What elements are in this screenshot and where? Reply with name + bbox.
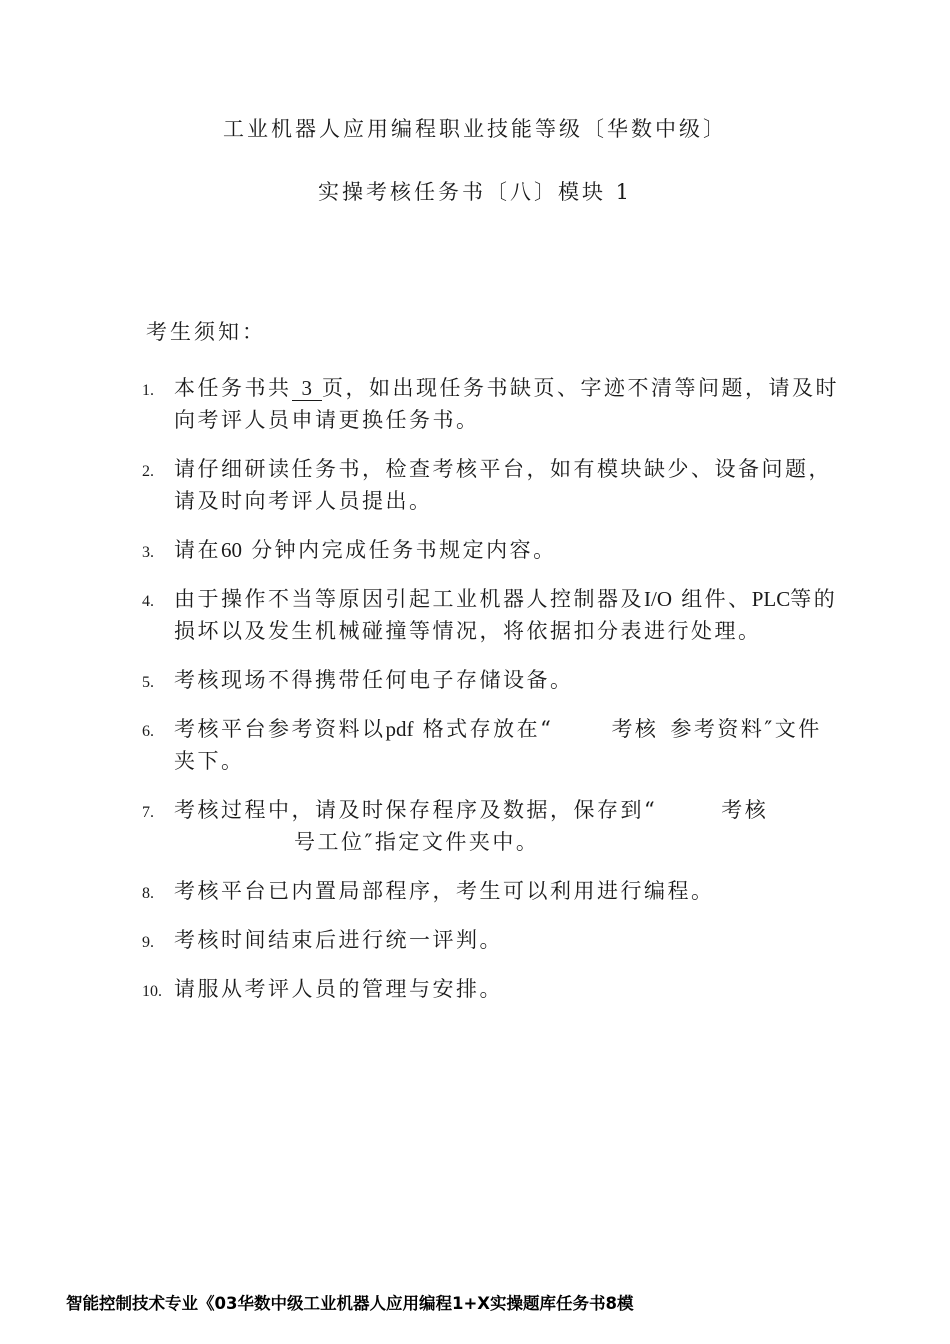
item-number: 3. xyxy=(142,544,154,561)
notice-item-4 xyxy=(142,583,842,647)
notice-item-3 xyxy=(142,534,842,566)
notice-item-6 xyxy=(142,713,842,777)
item-text-part: 考核 xyxy=(721,798,769,822)
item-number: 5. xyxy=(142,674,154,691)
item-text: 考核时间结束后进行统一评判。 xyxy=(174,928,503,952)
item-text-part: 由于操作不当等原因引起工业机器人控制器及 xyxy=(174,587,644,611)
notice-item-5 xyxy=(142,664,842,696)
item-text: 考核现场不得携带任何电子存储设备。 xyxy=(174,668,574,692)
item-text-part: 组件、 xyxy=(681,587,752,611)
item-text-part: 号工位″指定文件夹中。 xyxy=(294,830,540,854)
item-text-part: 分钟内完成任务书规定内容。 xyxy=(251,538,557,562)
item-text xyxy=(174,713,842,777)
item-number: 8. xyxy=(142,885,154,902)
item-text-part: 页，如出现任务书缺页、字迹不清等问题，请及时向考评人员申请更换任务书。 xyxy=(174,376,839,432)
notice-item-10 xyxy=(142,973,842,1005)
item-text-part: 考核过程中，请及时保存程序及数据，保存到“ xyxy=(174,798,658,822)
notice-list xyxy=(142,372,842,1022)
plc-term: PLC xyxy=(751,587,791,611)
item-number: 4. xyxy=(142,593,154,610)
item-text-part: 请在 xyxy=(174,538,221,562)
item-text xyxy=(174,583,842,647)
page-count-value: 3 xyxy=(292,376,323,401)
item-text xyxy=(174,534,842,566)
item-text-part: 等的损坏以及发生机械碰撞等情况，将依据扣分表进行处理。 xyxy=(174,587,838,643)
item-number: 7. xyxy=(142,804,154,821)
item-number: 1. xyxy=(142,382,154,399)
notice-item-2 xyxy=(142,453,842,517)
pdf-term: pdf xyxy=(385,717,414,741)
item-text-part: 考核 xyxy=(611,717,659,741)
notice-item-9 xyxy=(142,924,842,956)
notice-item-7 xyxy=(142,794,842,858)
notice-item-1 xyxy=(142,372,842,436)
item-text: 请仔细研读任务书，检查考核平台，如有模块缺少、设备问题，请及时向考评人员提出。 xyxy=(174,457,832,513)
time-limit-value: 60 xyxy=(221,538,242,562)
item-number: 10. xyxy=(142,983,162,1000)
item-text: 考核平台已内置局部程序，考生可以利用进行编程。 xyxy=(174,879,715,903)
document-subtitle: 实操考核任务书〔八〕模块 1 xyxy=(317,180,633,204)
item-text: 请服从考评人员的管理与安排。 xyxy=(174,977,503,1001)
item-text-part: 格式存放在“ xyxy=(422,717,554,741)
item-text-part: 本任务书共 xyxy=(174,376,292,400)
item-number: 6. xyxy=(142,723,154,740)
document-title: 工业机器人应用编程职业技能等级〔华数中级〕 xyxy=(223,117,727,141)
item-number: 2. xyxy=(142,463,154,480)
item-text xyxy=(174,794,842,858)
item-text xyxy=(174,372,842,436)
footer-caption: 智能控制技术专业《03华数中级工业机器人应用编程1+X实操题库任务书8模 xyxy=(66,1294,634,1313)
item-text-part: 参考资料″文件夹下。 xyxy=(174,717,822,773)
item-number: 9. xyxy=(142,934,154,951)
notice-item-8 xyxy=(142,875,842,907)
item-text-part: 考核平台参考资料以 xyxy=(174,717,386,741)
notice-heading: 考生须知： xyxy=(146,320,266,344)
io-term: I/O xyxy=(644,587,672,611)
